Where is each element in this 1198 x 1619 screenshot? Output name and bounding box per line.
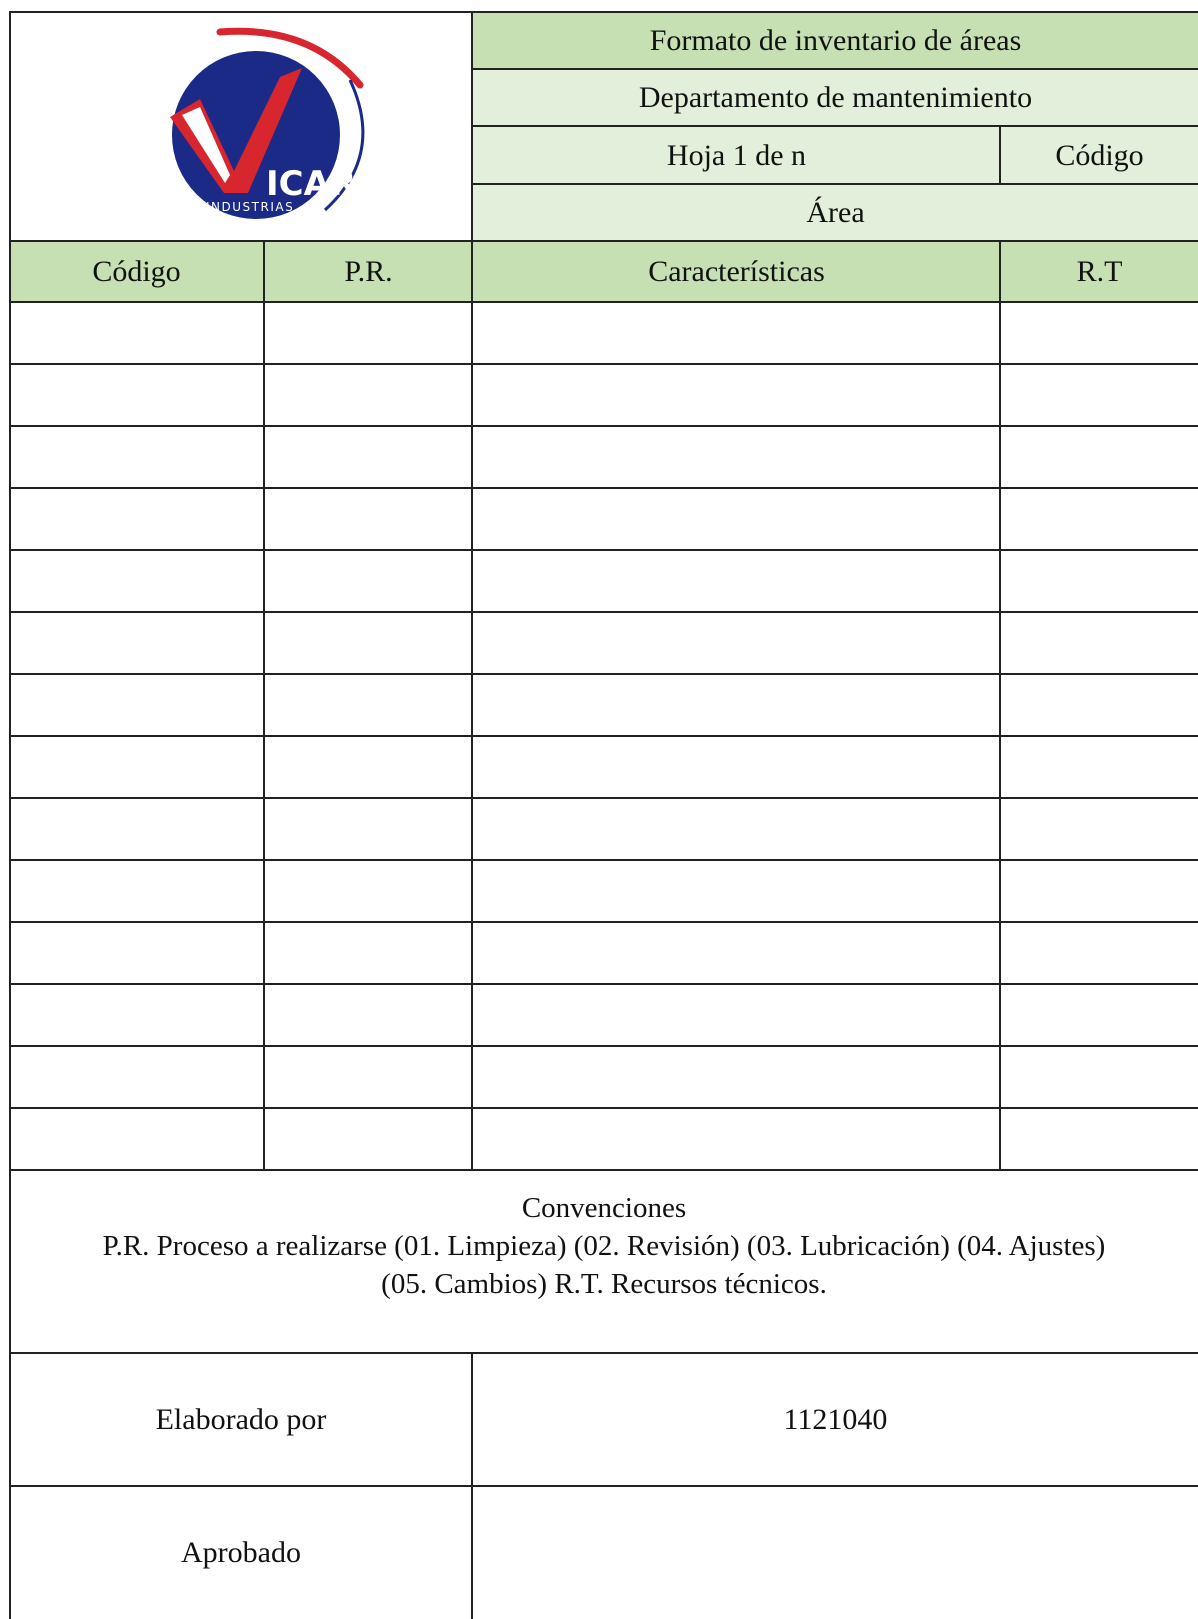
table-cell-codigo[interactable] bbox=[10, 488, 265, 550]
row-divider bbox=[9, 735, 1198, 737]
table-cell-pr[interactable] bbox=[265, 488, 473, 550]
table-cell-pr[interactable] bbox=[265, 550, 473, 612]
row-divider bbox=[9, 425, 1198, 427]
logo-sub-text: INDUSTRIAS bbox=[206, 200, 295, 214]
header-code-divider bbox=[999, 125, 1001, 185]
row-divider bbox=[9, 797, 1198, 799]
table-cell-caracteristicas[interactable] bbox=[473, 860, 1001, 922]
table-cell-codigo[interactable] bbox=[10, 1046, 265, 1108]
table-cell-codigo[interactable] bbox=[10, 798, 265, 860]
table-cell-caracteristicas[interactable] bbox=[473, 984, 1001, 1046]
table-cell-pr[interactable] bbox=[265, 798, 473, 860]
table-cell-caracteristicas[interactable] bbox=[473, 302, 1001, 364]
table-cell-rt[interactable] bbox=[1001, 426, 1198, 488]
table-cell-rt[interactable] bbox=[1001, 922, 1198, 984]
department-cell bbox=[473, 70, 1198, 126]
table-cell-caracteristicas[interactable] bbox=[473, 922, 1001, 984]
table-cell-caracteristicas[interactable] bbox=[473, 1108, 1001, 1170]
table-cell-rt[interactable] bbox=[1001, 860, 1198, 922]
conventions-line-2: (05. Cambios) R.T. Recursos técnicos. bbox=[381, 1268, 827, 1300]
sheet-number: Hoja 1 de n bbox=[666, 138, 807, 172]
row-divider bbox=[9, 1045, 1198, 1047]
conventions-block bbox=[10, 1172, 1198, 1352]
conventions-title: Convenciones bbox=[521, 1192, 687, 1224]
row-divider bbox=[9, 1169, 1198, 1171]
row-divider bbox=[9, 301, 1198, 303]
row-divider bbox=[9, 859, 1198, 861]
prepared-by-label: Elaborado por bbox=[155, 1402, 327, 1436]
conventions-bottom-line bbox=[9, 1352, 1198, 1354]
logo-brand-text: ICAR bbox=[266, 164, 357, 204]
table-border-top bbox=[9, 11, 1198, 13]
table-border-left bbox=[9, 11, 11, 1619]
table-cell-rt[interactable] bbox=[1001, 1046, 1198, 1108]
row-divider bbox=[9, 673, 1198, 675]
table-cell-rt[interactable] bbox=[1001, 674, 1198, 736]
header-divider bbox=[472, 68, 1198, 70]
area-label: Área bbox=[806, 195, 865, 229]
table-cell-caracteristicas[interactable] bbox=[473, 364, 1001, 426]
footer-divider bbox=[9, 1485, 1198, 1487]
row-divider bbox=[9, 921, 1198, 923]
row-divider bbox=[9, 487, 1198, 489]
row-divider bbox=[9, 983, 1198, 985]
column-header-label: R.T bbox=[1076, 254, 1123, 288]
table-cell-pr[interactable] bbox=[265, 1108, 473, 1170]
table-cell-rt[interactable] bbox=[1001, 798, 1198, 860]
column-divider bbox=[999, 240, 1001, 1171]
area-cell bbox=[473, 185, 1198, 240]
table-cell-codigo[interactable] bbox=[10, 426, 265, 488]
table-cell-pr[interactable] bbox=[265, 860, 473, 922]
title-cell bbox=[473, 12, 1198, 69]
form-title: Formato de inventario de áreas bbox=[649, 23, 1022, 57]
code-label: Código bbox=[1055, 138, 1144, 172]
table-cell-rt[interactable] bbox=[1001, 488, 1198, 550]
table-cell-pr[interactable] bbox=[265, 364, 473, 426]
vicar-logo bbox=[160, 25, 370, 220]
table-cell-caracteristicas[interactable] bbox=[473, 736, 1001, 798]
conventions-line-1: P.R. Proceso a realizarse (01. Limpieza) (02. Revisión) (03. Lubricación) (04. Ajustes) bbox=[102, 1230, 1106, 1262]
vicar-logo-graphic bbox=[160, 25, 370, 220]
table-cell-caracteristicas[interactable] bbox=[473, 426, 1001, 488]
table-cell-codigo[interactable] bbox=[10, 302, 265, 364]
table-cell-rt[interactable] bbox=[1001, 364, 1198, 426]
table-cell-rt[interactable] bbox=[1001, 984, 1198, 1046]
table-cell-codigo[interactable] bbox=[10, 860, 265, 922]
column-header-codigo bbox=[10, 242, 263, 301]
column-divider bbox=[263, 240, 265, 1171]
table-cell-caracteristicas[interactable] bbox=[473, 612, 1001, 674]
column-header-rt bbox=[1001, 242, 1198, 301]
table-cell-pr[interactable] bbox=[265, 922, 473, 984]
header-vertical-line bbox=[471, 11, 473, 242]
header-divider bbox=[472, 125, 1198, 127]
table-cell-codigo[interactable] bbox=[10, 922, 265, 984]
table-cell-pr[interactable] bbox=[265, 1046, 473, 1108]
header-divider bbox=[472, 183, 1198, 185]
table-cell-codigo[interactable] bbox=[10, 612, 265, 674]
approved-label: Aprobado bbox=[181, 1536, 301, 1569]
table-cell-caracteristicas[interactable] bbox=[473, 488, 1001, 550]
table-cell-codigo[interactable] bbox=[10, 1108, 265, 1170]
table-cell-rt[interactable] bbox=[1001, 302, 1198, 364]
column-divider bbox=[471, 240, 473, 1171]
table-cell-codigo[interactable] bbox=[10, 736, 265, 798]
table-cell-rt[interactable] bbox=[1001, 550, 1198, 612]
table-cell-caracteristicas[interactable] bbox=[473, 674, 1001, 736]
table-cell-rt[interactable] bbox=[1001, 1108, 1198, 1170]
department-name: Departamento de mantenimiento bbox=[638, 81, 1033, 114]
table-cell-caracteristicas[interactable] bbox=[473, 798, 1001, 860]
prepared-by-label-cell bbox=[10, 1354, 472, 1485]
row-divider bbox=[9, 549, 1198, 551]
approved-label-cell bbox=[10, 1487, 472, 1619]
column-header-caracteristicas bbox=[473, 242, 1000, 301]
table-cell-codigo[interactable] bbox=[10, 550, 265, 612]
column-header-label: Código bbox=[92, 254, 181, 288]
code-cell bbox=[1001, 127, 1198, 184]
table-cell-pr[interactable] bbox=[265, 612, 473, 674]
table-cell-rt[interactable] bbox=[1001, 736, 1198, 798]
column-header-label: Características bbox=[648, 254, 825, 288]
table-cell-caracteristicas[interactable] bbox=[473, 1046, 1001, 1108]
prepared-by-value: 1121040 bbox=[783, 1402, 888, 1436]
row-divider bbox=[9, 1107, 1198, 1109]
table-cell-pr[interactable] bbox=[265, 426, 473, 488]
table-cell-codigo[interactable] bbox=[10, 674, 265, 736]
sheet-cell bbox=[473, 127, 1000, 184]
column-header-pr bbox=[265, 242, 472, 301]
column-header-label: P.R. bbox=[344, 254, 393, 288]
prepared-by-value-cell[interactable] bbox=[473, 1354, 1198, 1485]
table-cell-caracteristicas[interactable] bbox=[473, 550, 1001, 612]
table-cell-pr[interactable] bbox=[265, 984, 473, 1046]
row-divider bbox=[9, 611, 1198, 613]
table-cell-rt[interactable] bbox=[1001, 612, 1198, 674]
header-bottom-line bbox=[9, 240, 1198, 242]
approved-value-cell[interactable] bbox=[473, 1487, 1198, 1619]
table-cell-codigo[interactable] bbox=[10, 984, 265, 1046]
row-divider bbox=[9, 363, 1198, 365]
table-cell-pr[interactable] bbox=[265, 674, 473, 736]
table-cell-pr[interactable] bbox=[265, 302, 473, 364]
table-cell-codigo[interactable] bbox=[10, 364, 265, 426]
table-cell-pr[interactable] bbox=[265, 736, 473, 798]
